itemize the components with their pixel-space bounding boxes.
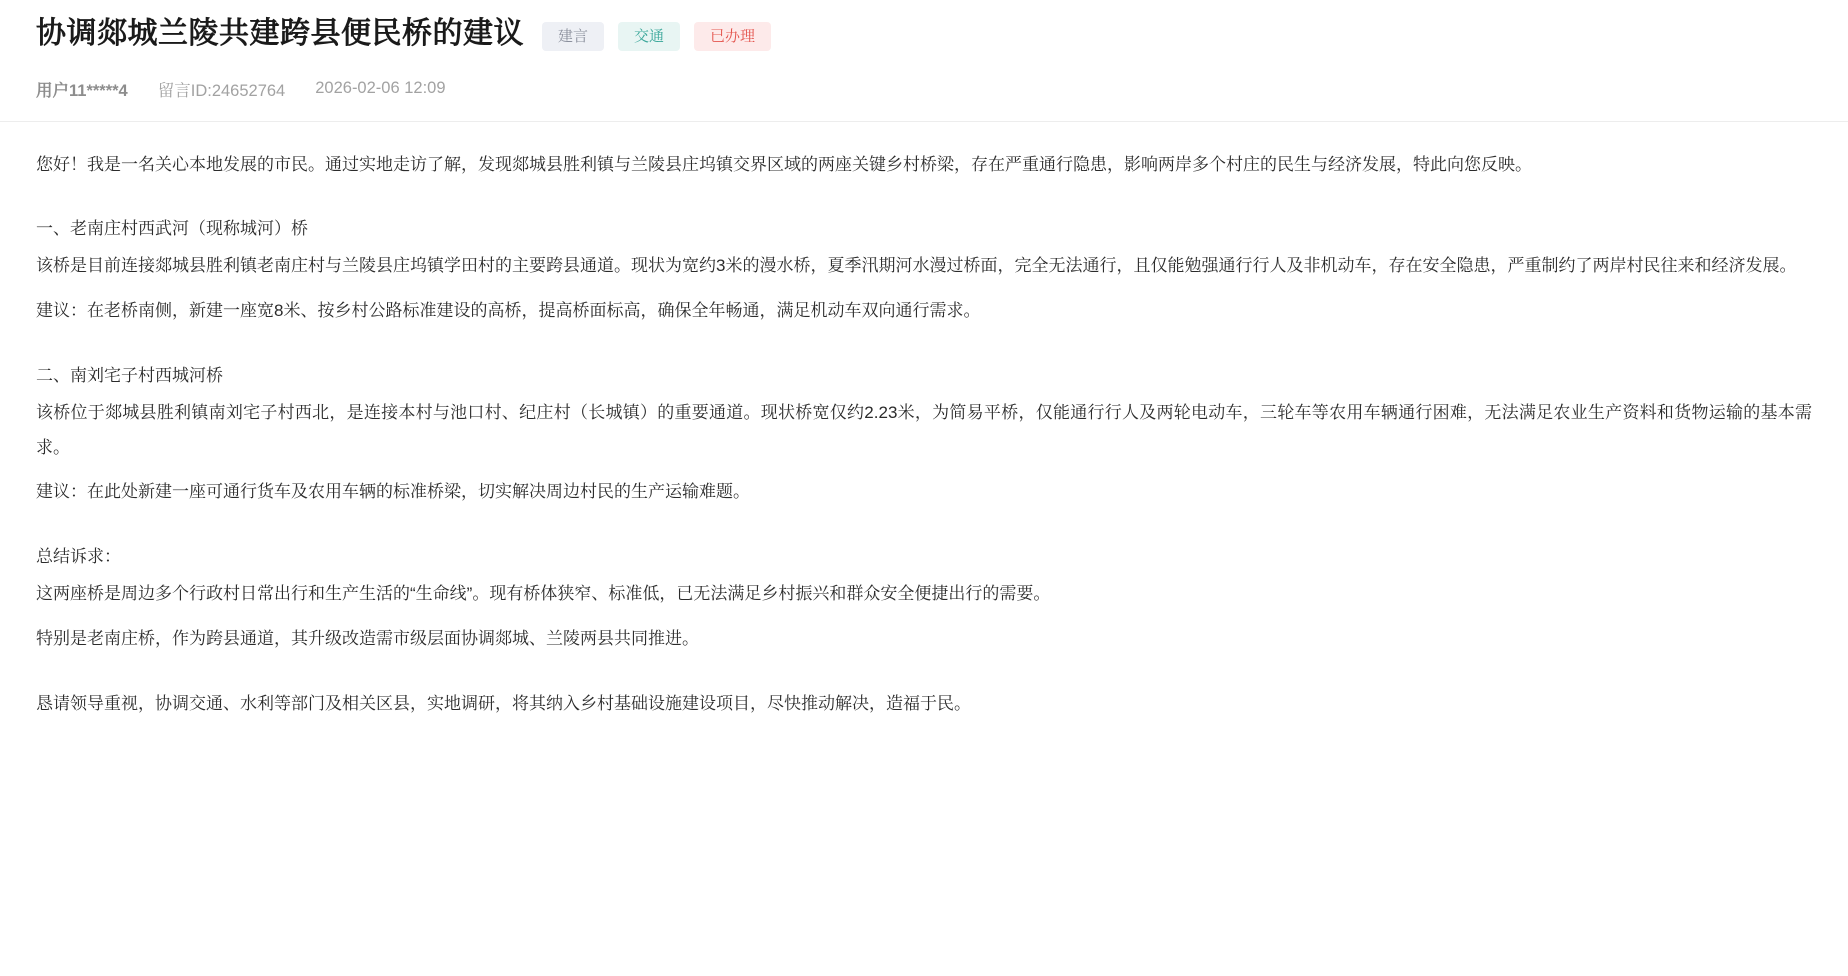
- tag-suggest[interactable]: 建言: [542, 22, 604, 51]
- summary-heading: 总结诉求：: [36, 547, 121, 567]
- message-meta: [0, 55, 1848, 101]
- section-2: [36, 359, 1812, 510]
- summary-paragraph-1: 这两座桥是周边多个行政村日常出行和生产生活的“生命线”。现有桥体狭窄、标准低，已无法满足乡村振兴和群众安全便捷出行的需要。: [36, 584, 1051, 604]
- page-header: [0, 0, 1848, 55]
- closing-block: [36, 687, 1812, 722]
- author-name: 用户11*****4: [36, 81, 128, 100]
- summary-section: [36, 540, 1812, 657]
- message-datetime: 2026-02-06 12:09: [315, 79, 446, 97]
- section-1-paragraph-1: 该桥是目前连接郯城县胜利镇老南庄村与兰陵县庄坞镇学田村的主要跨县通道。现状为宽约3米的漫水桥，夏季汛期河水漫过桥面，完全无法通行，且仅能勉强通行行人及非机动车，存在安全隐患，严重制约了两岸村民往来和经济发展。: [36, 256, 1797, 276]
- page-title: 协调郯城兰陵共建跨县便民桥的建议: [36, 17, 524, 50]
- summary-paragraph-2: 特别是老南庄桥，作为跨县通道，其升级改造需市级层面协调郯城、兰陵两县共同推进。: [36, 628, 699, 648]
- message-id: 留言ID:24652764: [157, 81, 286, 100]
- section-1-paragraph-2: 建议：在老桥南侧，新建一座宽8米、按乡村公路标准建设的高桥，提高桥面标高，确保全年畅通，满足机动车双向通行需求。: [36, 301, 981, 321]
- section-2-paragraph-1: 该桥位于郯城县胜利镇南刘宅子村西北，是连接本村与池口村、纪庄村（长城镇）的重要通道。现状桥宽仅约2.23米，为简易平桥，仅能通行行人及两轮电动车，三轮车等农用车辆通行困难，无法满足农业生产资料和货物运输的基本需求。: [36, 402, 1812, 457]
- intro-paragraph: 您好！我是一名关心本地发展的市民。通过实地走访了解，发现郯城县胜利镇与兰陵县庄坞镇交界区域的两座关键乡村桥梁，存在严重通行隐患，影响两岸多个村庄的民生与经济发展，特此向您反映。: [36, 154, 1532, 174]
- status-badge[interactable]: 已办理: [694, 22, 771, 51]
- intro-block: [36, 148, 1812, 183]
- message-body: [0, 122, 1848, 762]
- section-2-paragraph-2: 建议：在此处新建一座可通行货车及农用车辆的标准桥梁，切实解决周边村民的生产运输难题。: [36, 482, 750, 502]
- section-1-heading: 一、老南庄村西武河（现称城河）桥: [36, 219, 308, 239]
- tag-category[interactable]: 交通: [618, 22, 680, 51]
- tag-list: [542, 18, 771, 51]
- closing-paragraph: 恳请领导重视，协调交通、水利等部门及相关区县，实地调研，将其纳入乡村基础设施建设项目，尽快推动解决，造福于民。: [36, 693, 971, 713]
- section-2-heading: 二、南刘宅子村西城河桥: [36, 365, 223, 385]
- section-1: [36, 212, 1812, 329]
